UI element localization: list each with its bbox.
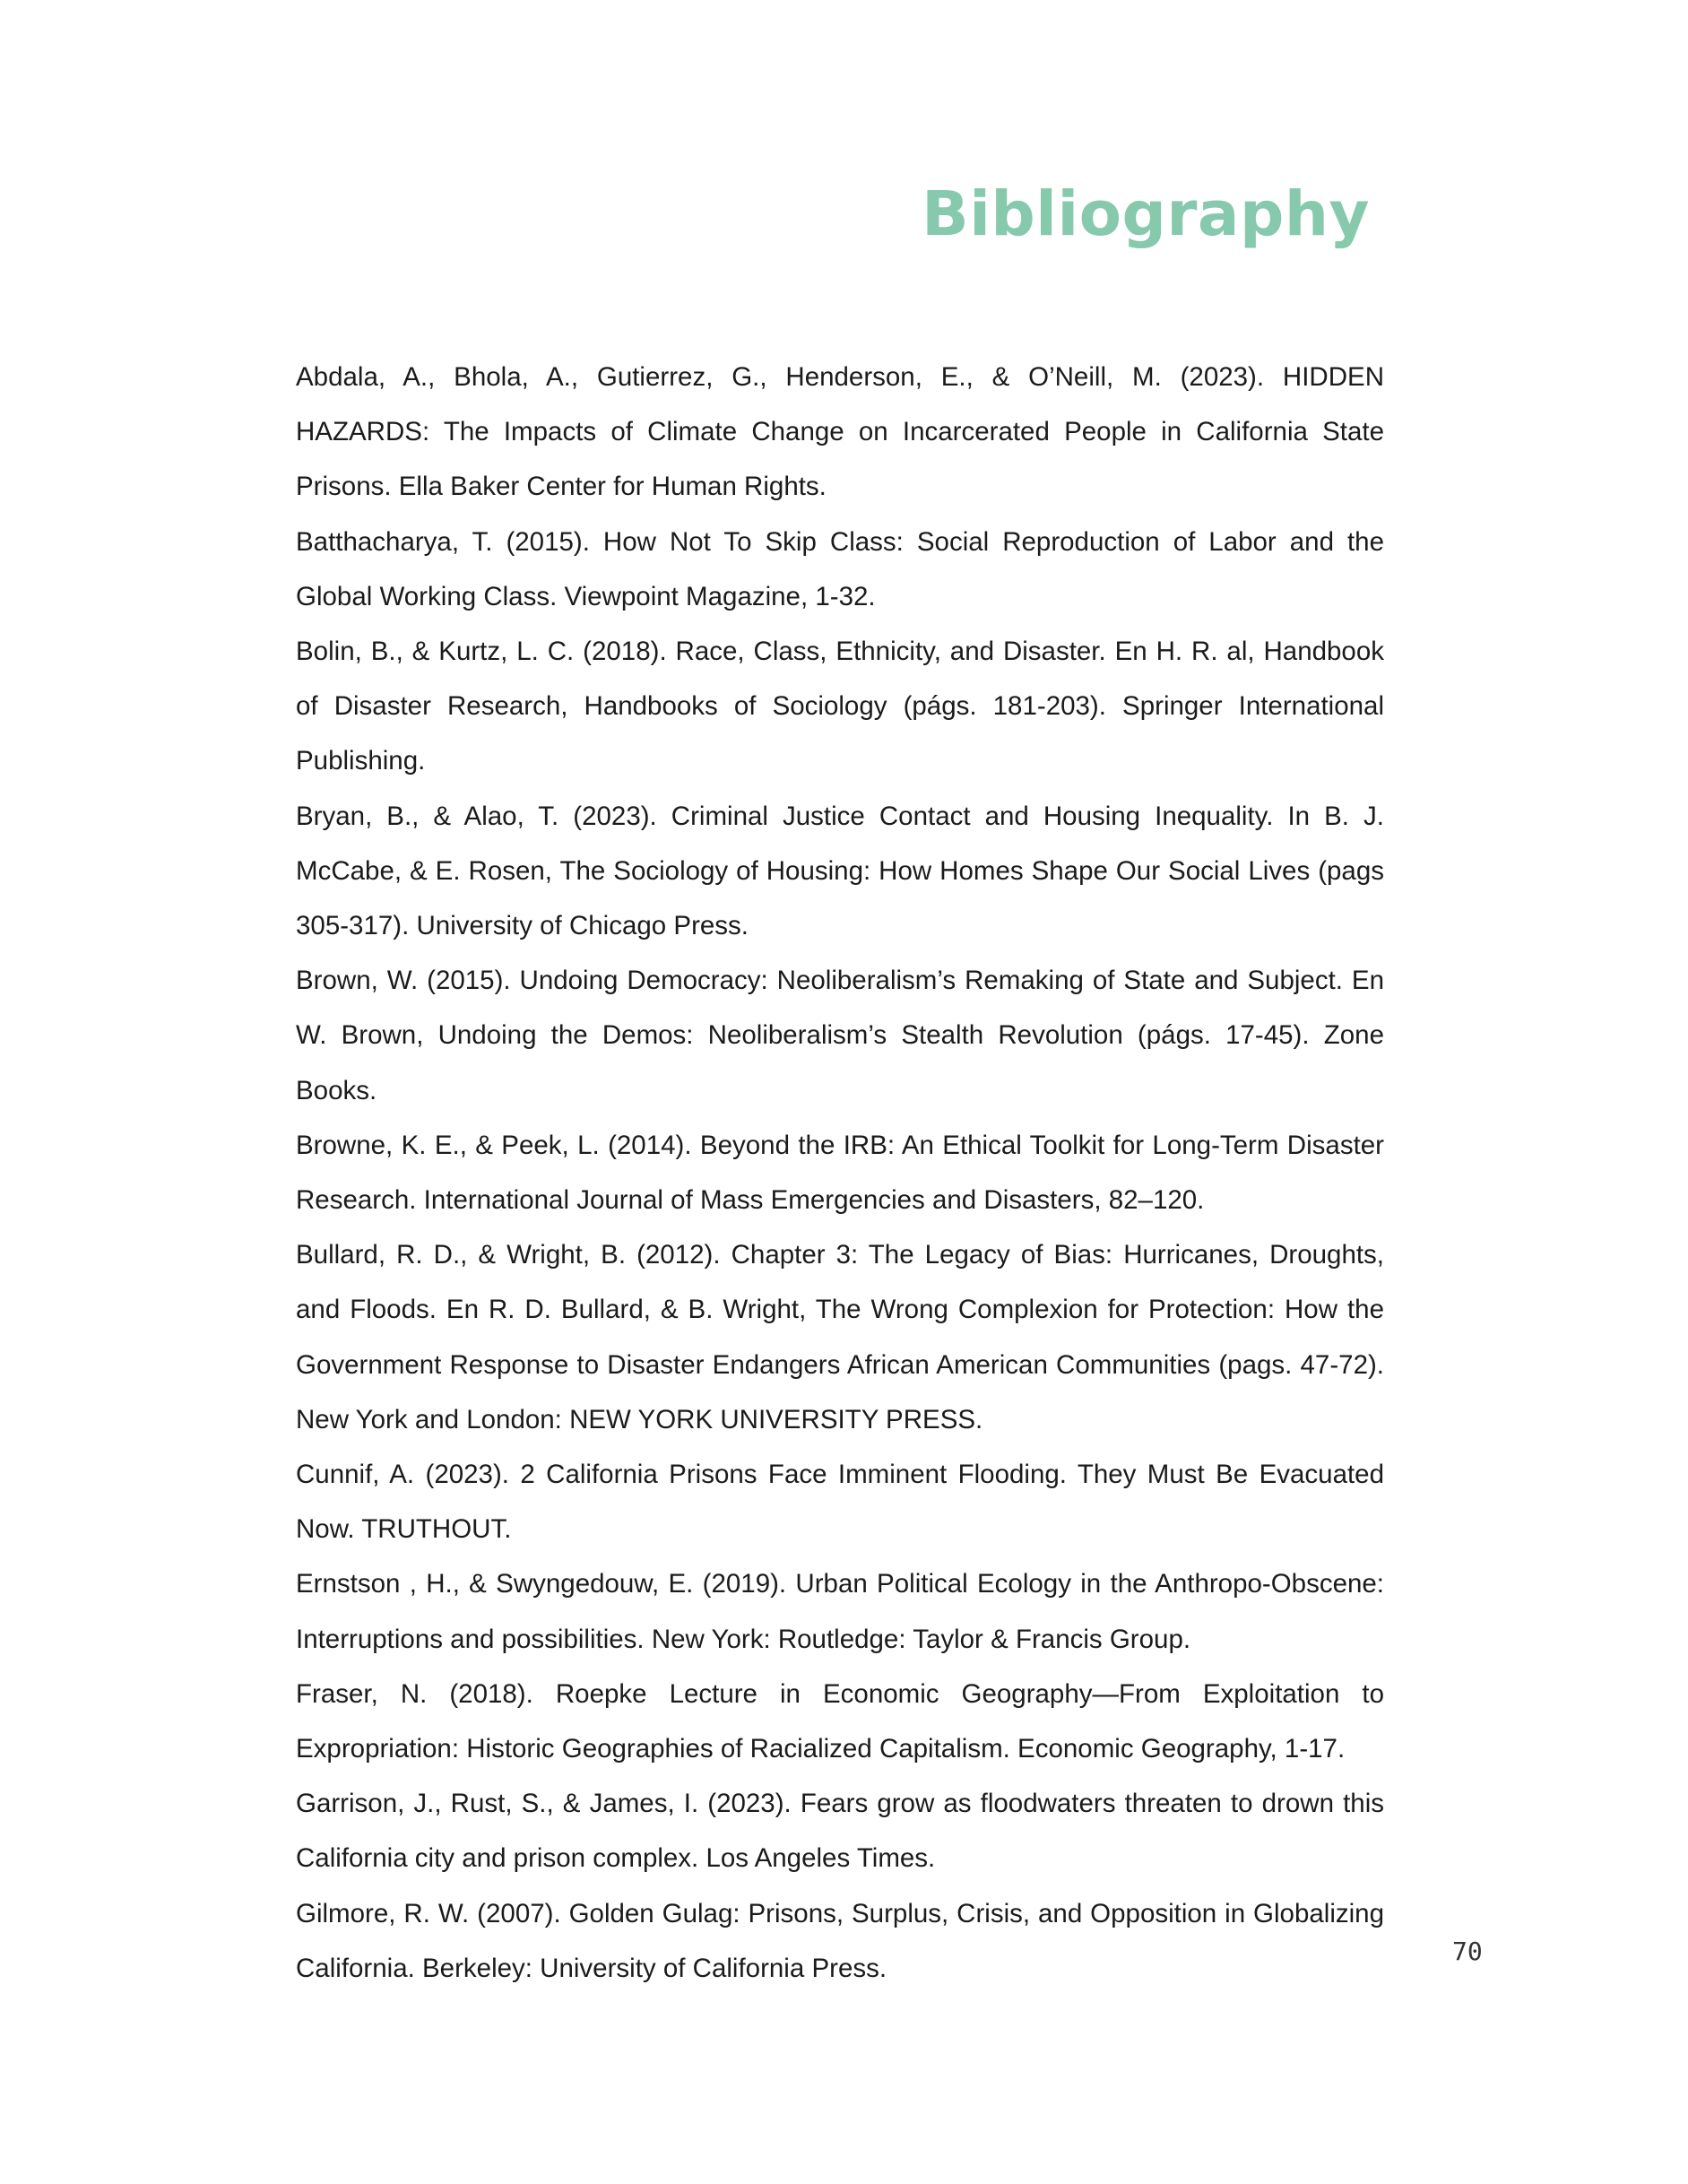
- reference-entry: Gilmore, R. W. (2007). Golden Gulag: Prisons, Surplus, Crisis, and Opposition in Globalizing California. Berkeley: University of California Press.: [296, 1898, 1384, 1983]
- reference-entry: Cunnif, A. (2023). 2 California Prisons Face Imminent Flooding. They Must Be Evacuated Now. TRUTHOUT.: [296, 1460, 1384, 1545]
- reference-entry: Bryan, B., & Alao, T. (2023). Criminal Justice Contact and Housing Inequality. In B. J. McCabe, & E. Rosen, The Sociology of Housing: How Homes Shape Our Social Lives (pags 305-317). University of Chicago Press.: [296, 801, 1384, 941]
- reference-entry: Ernstson , H., & Swyngedouw, E. (2019). Urban Political Ecology in the Anthropo-Obscene: Interruptions and possibilities. New York: Routledge: Taylor & Francis Group.: [296, 1569, 1384, 1654]
- reference-entry: Bullard, R. D., & Wright, B. (2012). Chapter 3: The Legacy of Bias: Hurricanes, Droughts, and Floods. En R. D. Bullard, & B. Wright, The Wrong Complexion for Protection: How the Government Response to Disaster Endangers African American Communities (pags. 47-72). New York and London: NEW YORK UNIVERSITY PRESS.: [296, 1240, 1384, 1434]
- reference-entry: Fraser, N. (2018). Roepke Lecture in Economic Geography—From Exploitation to Expropriation: Historic Geographies of Racialized Capitalism. Economic Geography, 1-17.: [296, 1678, 1384, 1764]
- reference-entry: Batthacharya, T. (2015). How Not To Skip Class: Social Reproduction of Labor and the Global Working Class. Viewpoint Magazine, 1-32.: [296, 526, 1384, 611]
- page-number: 70: [1452, 1937, 1483, 1966]
- reference-entry: Browne, K. E., & Peek, L. (2014). Beyond the IRB: An Ethical Toolkit for Long-Term Disaster Research. International Journal of Mass Emergencies and Disasters, 82–120.: [296, 1130, 1384, 1216]
- reference-entry: Brown, W. (2015). Undoing Democracy: Neoliberalism’s Remaking of State and Subject. En W. Brown, Undoing the Demos: Neoliberalism’s Stealth Revolution (págs. 17-45). Zone Books.: [296, 966, 1384, 1105]
- bibliography-list: [296, 350, 1384, 1996]
- reference-entry: Abdala, A., Bhola, A., Gutierrez, G., Henderson, E., & O’Neill, M. (2023). HIDDEN HAZARDS: The Impacts of Climate Change on Incarcerated People in California State Prisons. Ella Baker Center for Human Rights.: [296, 362, 1384, 502]
- page-title: Bibliography: [922, 178, 1370, 250]
- reference-entry: Garrison, J., Rust, S., & James, I. (2023). Fears grow as floodwaters threaten to drown this California city and prison complex. Los Angeles Times.: [296, 1789, 1384, 1874]
- reference-entry: Bolin, B., & Kurtz, L. C. (2018). Race, Class, Ethnicity, and Disaster. En H. R. al, Handbook of Disaster Research, Handbooks of Sociology (págs. 181-203). Springer International Publishing.: [296, 637, 1384, 776]
